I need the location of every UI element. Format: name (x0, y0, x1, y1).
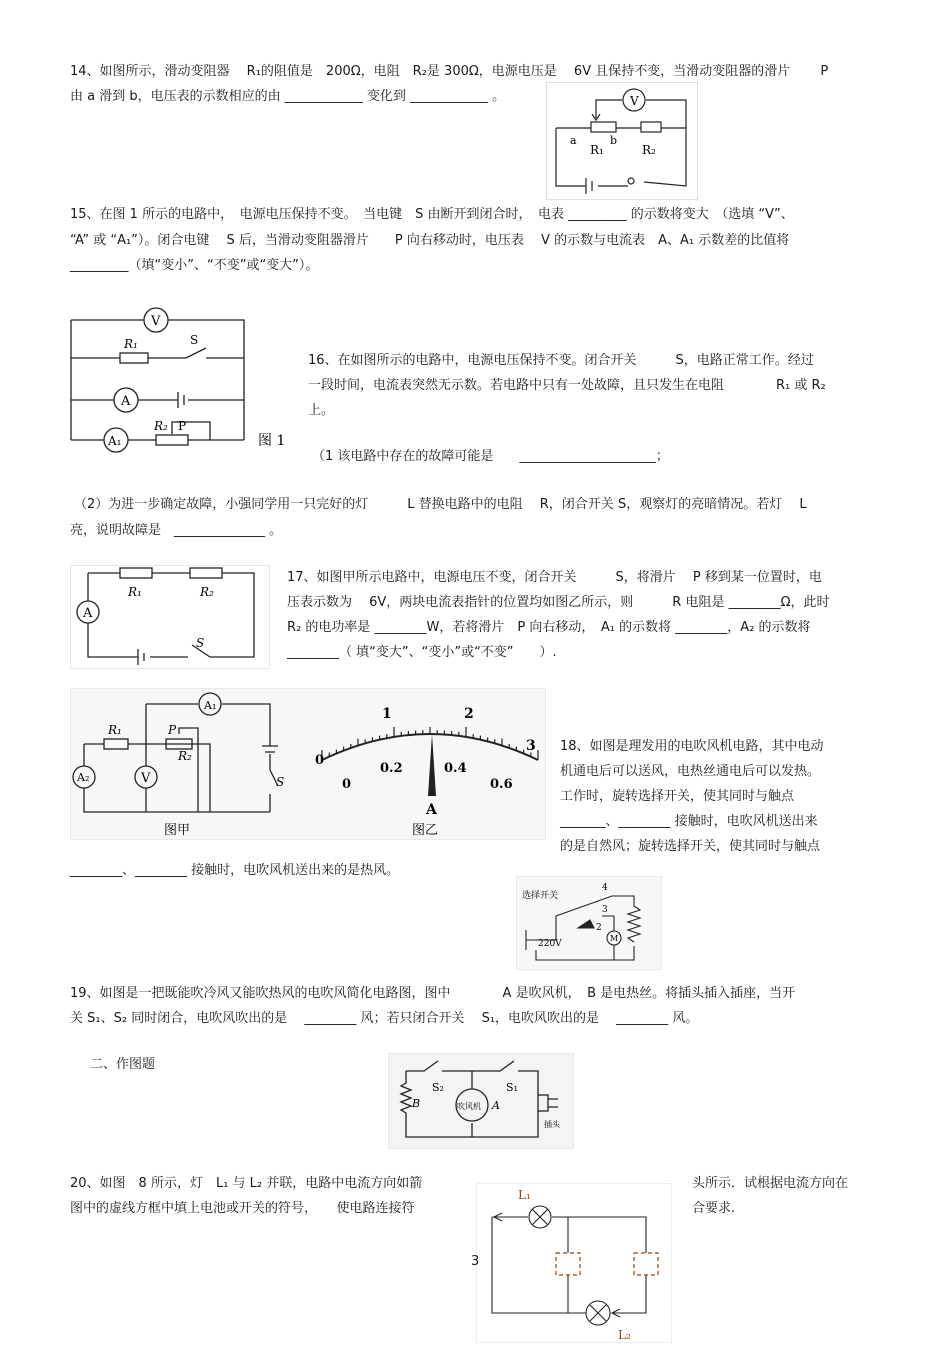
q18-switch-label: 选择开关 (522, 891, 559, 901)
q18-voltage-label: 220V (538, 939, 562, 949)
q14-fig-v-label: V (630, 94, 639, 108)
q18-contact-3: 3 (602, 905, 608, 915)
q17-jia-a2-label: A₂ (77, 771, 90, 784)
q19-s2-label: S₂ (432, 1081, 444, 1094)
q17-line4: ________（ 填“变大”、“变小”或“不变” ）. (287, 645, 557, 660)
q16-line5: （2）为进一步确定故障，小强同学用一只完好的灯 L 替换电路中的电阻 R，闭合开关 S，观察灯的亮暗情况。若灯 L (74, 497, 807, 512)
q16-line4: （1 该电路中存在的故障可能是 _____________________； (312, 449, 669, 464)
q17-yi-bottom-04: 0.4 (444, 761, 467, 776)
q17-top-r2-label: R₂ (200, 585, 214, 599)
q19-plug-label: 插头 (544, 1120, 560, 1129)
section-2-heading: 二、作图题 (90, 1057, 156, 1072)
q17-jia-r2-label: R₂ (178, 749, 192, 763)
q20-l1-label: L₁ (518, 1188, 531, 1202)
q18-line1: 18、如图是理发用的电吹风机电路，其中电动 (560, 739, 824, 754)
q16-line6: 亮，说明故障是 ______________ 。 (70, 523, 283, 538)
q17-line1: 17、如图甲所示电路中，电源电压不变，闭合开关 S，将滑片 P 移到某一位置时，电 (287, 570, 822, 585)
q18-contact-2: 2 (596, 923, 602, 933)
q17-yi-top-3: 3 (526, 738, 536, 754)
q15-line1: 15、在图 1 所示的电路中， 电源电压保持不变。 当电键 S 由断开到闭合时， 电表 _________ 的示数将变大 （选填 “V”、 (70, 207, 794, 222)
q17-top-r1-label: R₁ (128, 585, 142, 599)
q16-line1: 16、在如图所示的电路中，电源电压保持不变。闭合开关 S，电路正常工作。经过 (308, 353, 814, 368)
q17-yi-zero: 0 (315, 753, 325, 768)
q18-line3: 工作时，旋转选择开关，使其同时与触点 (560, 789, 795, 804)
q18-line5: 的是自然风；旋转选择开关，使其同时与触点 (560, 839, 821, 854)
fig1-s-label: S (190, 333, 199, 347)
q18-line2: 机通电后可以送风，电热丝通电后可以发热。 (560, 764, 821, 779)
q17-figures-jia-yi (70, 688, 546, 840)
q17-yi-top-1: 1 (382, 706, 392, 722)
fig1-a1-label: A₁ (108, 434, 122, 448)
q20-line2a: 图中的虚线方框中填上电池或开关的符号， 使电路连接符 (70, 1201, 415, 1216)
q15-line2: “A” 或 “A₁”）。闭合电键 S 后，当滑动变阻器滑片 P 向右移动时，电压表 V 的示数与电流表 A、A₁ 示数差的比值将 (70, 233, 790, 248)
q18-motor-label: M (610, 934, 619, 943)
q16-line2: 一段时间，电流表突然无示数。若电路中只有一处故障，且只发生在电阻 R₁ 或 R₂ (308, 378, 826, 393)
q19-b-label: B (412, 1097, 421, 1110)
q17-jia-caption: 图甲 (164, 823, 191, 838)
q17-yi-bottom-06: 0.6 (490, 777, 513, 792)
q19-fan-label: 吹风机 (457, 1102, 481, 1111)
q17-top-circuit (70, 565, 270, 669)
q19-line2: 关 S₁、S₂ 同时闭合，电吹风吹出的是 ________ 风；若只闭合开关 S₁，电吹风吹出的是 ________ 风。 (70, 1011, 699, 1026)
q18-hairdryer-figure (516, 876, 662, 970)
q17-yi-top-2: 2 (464, 706, 474, 722)
q14-circuit-figure (546, 82, 698, 200)
fig1-a-label: A (121, 394, 131, 409)
q19-hairdryer-circuit (388, 1053, 574, 1149)
q18-line6: ________、________ 接触时，电吹风机送出来的是热风。 (70, 863, 400, 878)
q17-line3: R₂ 的电功率是 ________W，若将滑片 P 向右移动， A₁ 的示数将 ________，A₂ 的示数将 (287, 620, 811, 635)
q20-line2b: 合要求. (692, 1201, 736, 1216)
q17-jia-r1-label: R₁ (108, 723, 122, 737)
fig1-p-label: P (178, 419, 187, 433)
fig1-r1-label: R₁ (124, 337, 138, 351)
q14-line1: 14、如图所示，滑动变阻器 R₁的阻值是 200Ω，电阻 R₂是 300Ω，电源电压是 6V 且保持不变，当滑动变阻器的滑片 P (70, 64, 829, 79)
q18-contact-4: 4 (602, 883, 608, 893)
q17-jia-s-label: S (276, 775, 285, 789)
q17-top-a-label: A (83, 606, 93, 621)
q19-a-label: A (492, 1099, 500, 1112)
q20-line1b: 头所示．试根据电流方向在 (692, 1176, 849, 1191)
q14-fig-b-label: b (610, 134, 618, 147)
q14-fig-r1-label: R₁ (590, 143, 604, 157)
fig1-r2-label: R₂ (154, 419, 168, 433)
q14-fig-a-label: a (570, 134, 577, 147)
q14-line2: 由 a 滑到 b，电压表的示数相应的由 ____________ 变化到 ____________ 。 (70, 89, 506, 104)
q16-line3: 上。 (308, 403, 335, 418)
q19-s1-label: S₁ (506, 1081, 518, 1094)
q20-dashed-box-right[interactable] (634, 1253, 658, 1275)
q17-yi-bottom-02: 0.2 (380, 761, 403, 776)
q20-l2-label: L₂ (618, 1328, 631, 1342)
q17-jia-a1-label: A₁ (204, 699, 217, 712)
figure-1-circuit (68, 306, 294, 456)
q20-figure-8 (476, 1183, 672, 1343)
q20-line1a: 20、如图 8 所示，灯 L₁ 与 L₂ 并联，电路中电流方向如箭 (70, 1176, 423, 1191)
q19-line1: 19、如图是一把既能吹冷风又能吹热风的电吹风简化电路图，图中 A 是吹风机， B 是电热丝。将插头插入插座，当开 (70, 986, 796, 1001)
q17-jia-v-label: V (141, 771, 151, 786)
q20-dashed-box-middle[interactable] (556, 1253, 580, 1275)
q17-line2: 压表示数为 6V，两块电流表指针的位置均如图乙所示，则 R 电阻是 ________Ω，此时 (287, 595, 830, 610)
page-number: 3 (471, 1254, 480, 1269)
fig1-caption: 图 1 (258, 433, 286, 449)
q18-line4: _______、________ 接触时，电吹风机送出来 (560, 814, 818, 829)
q17-top-s-label: S (196, 636, 205, 650)
q14-fig-r2-label: R₂ (642, 143, 656, 157)
q17-yi-caption: 图乙 (412, 823, 439, 838)
q17-yi-a-label: A (426, 802, 437, 818)
fig1-v-label: V (151, 314, 161, 329)
q15-line3: _________（填“变小”、“不变”或“变大”）。 (70, 258, 319, 273)
q17-yi-bottom-0: 0 (342, 777, 352, 792)
q17-jia-p-label: P (168, 723, 177, 737)
